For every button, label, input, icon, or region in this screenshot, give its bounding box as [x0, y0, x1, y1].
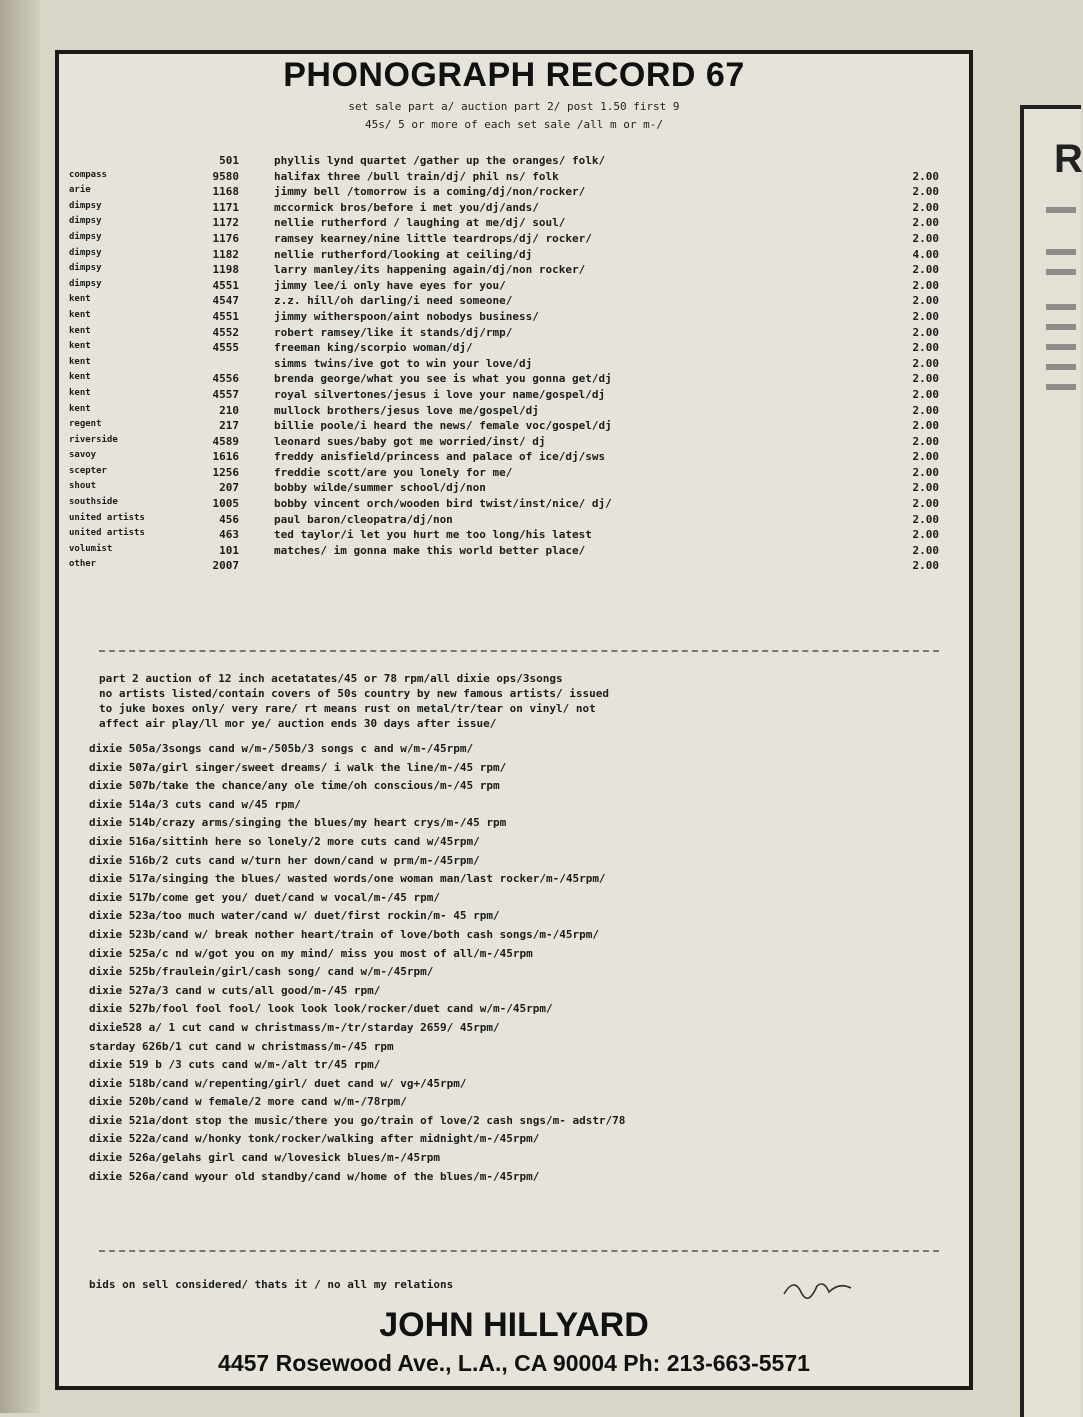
row-description: nellie rutherford / laughing at me/dj/ soul/	[274, 216, 566, 230]
row-number: 4555	[212, 341, 239, 355]
auction-item: dixie528 a/ 1 cut cand w christmass/m-/tr/starday 2659/ 45rpm/	[89, 1020, 500, 1034]
auction-intro-line: affect air play/ll mor ye/ auction ends 30 days after issue/	[99, 717, 497, 730]
listing-row	[69, 232, 959, 248]
adjacent-page-letter: R	[1054, 137, 1083, 181]
row-number: 1176	[212, 231, 239, 245]
row-description: bobby wilde/summer school/dj/non	[274, 481, 486, 495]
row-price: 2.00	[912, 263, 939, 277]
row-number: 4551	[212, 309, 239, 323]
auction-item: dixie 516a/sittinh here so lonely/2 more cuts cand w/45rpm/	[89, 834, 480, 848]
row-price: 2.00	[912, 403, 939, 417]
row-price: 2.00	[912, 419, 939, 433]
section-divider	[99, 1250, 939, 1252]
adjacent-text-stub	[1046, 207, 1076, 213]
row-label: dimpsy	[69, 278, 102, 289]
row-price: 2.00	[912, 372, 939, 386]
row-price: 2.00	[912, 200, 939, 214]
adjacent-text-stub	[1046, 269, 1076, 275]
auction-intro-line: part 2 auction of 12 inch acetatates/45 or 78 rpm/all dixie ops/3songs	[99, 672, 563, 685]
row-price: 2.00	[912, 559, 939, 573]
row-description: z.z. hill/oh darling/i need someone/	[274, 294, 513, 308]
listing-row	[69, 185, 959, 201]
auction-item: dixie 526a/cand wyour old standby/cand w/home of the blues/m-/45rpm/	[89, 1169, 540, 1183]
row-price: 2.00	[912, 543, 939, 557]
row-number: 4589	[212, 434, 239, 448]
row-price: 2.00	[912, 387, 939, 401]
listing-row	[69, 216, 959, 232]
row-number: 210	[219, 403, 239, 417]
row-price: 2.00	[912, 512, 939, 526]
row-description: jimmy witherspoon/aint nobodys business/	[274, 309, 539, 323]
row-description: paul baron/cleopatra/dj/non	[274, 512, 453, 526]
row-price: 2.00	[912, 434, 939, 448]
seller-address: 4457 Rosewood Ave., L.A., CA 90004 Ph: 213-663-5571	[218, 1350, 810, 1376]
row-label: riverside	[69, 434, 118, 445]
set-sale-listing	[69, 154, 959, 575]
row-description: leonard sues/baby got me worried/inst/ dj	[274, 434, 546, 448]
adjacent-text-stub	[1046, 304, 1076, 310]
row-description: halifax three /bull train/dj/ phil ns/ folk	[274, 169, 559, 183]
row-description: ted taylor/i let you hurt me too long/his latest	[274, 528, 592, 542]
auction-item: dixie 520b/cand w female/2 more cand w/m-/78rpm/	[89, 1095, 407, 1109]
row-description: billie poole/i heard the news/ female voc/gospel/dj	[274, 419, 612, 433]
listing-row	[69, 388, 959, 404]
row-number: 217	[219, 419, 239, 433]
row-description: ramsey kearney/nine little teardrops/dj/ rocker/	[274, 231, 592, 245]
row-label: arie	[69, 185, 91, 196]
listing-row	[69, 466, 959, 482]
row-label: dimpsy	[69, 263, 102, 274]
auction-item: dixie 522a/cand w/honky tonk/rocker/walking after midnight/m-/45rpm/	[89, 1132, 540, 1146]
auction-item: dixie 527b/fool fool fool/ look look look/rocker/duet cand w/m-/45rpm/	[89, 1002, 553, 1016]
row-price: 2.00	[912, 231, 939, 245]
handwritten-signature	[779, 1272, 859, 1302]
auction-item: dixie 525a/c nd w/got you on my mind/ miss you most of all/m-/45rpm	[89, 946, 533, 960]
listing-row	[69, 481, 959, 497]
row-price: 2.00	[912, 341, 939, 355]
row-number: 4547	[212, 294, 239, 308]
listing-row	[69, 201, 959, 217]
row-label: kent	[69, 356, 91, 367]
row-number: 1182	[212, 247, 239, 261]
row-label: kent	[69, 309, 91, 320]
row-description: larry manley/its happening again/dj/non rocker/	[274, 263, 586, 277]
listing-row	[69, 310, 959, 326]
row-label: kent	[69, 294, 91, 305]
row-label: kent	[69, 325, 91, 336]
listing-row	[69, 154, 959, 170]
row-label: volumist	[69, 543, 113, 554]
row-description: phyllis lynd quartet /gather up the oranges/ folk/	[274, 154, 606, 167]
adjacent-text-stub	[1046, 324, 1076, 330]
bids-note: bids on sell considered/ thats it / no all my relations	[89, 1278, 454, 1291]
auction-item: dixie 527a/3 cand w cuts/all good/m-/45 rpm/	[89, 983, 381, 997]
row-price: 2.00	[912, 309, 939, 323]
row-description: jimmy lee/i only have eyes for you/	[274, 278, 506, 292]
row-price: 2.00	[912, 278, 939, 292]
row-label: dimpsy	[69, 216, 102, 227]
row-description: robert ramsey/like it stands/dj/rmp/	[274, 325, 513, 339]
auction-item: dixie 521a/dont stop the music/there you go/train of love/2 cash sngs/m- adstr/78	[89, 1113, 626, 1127]
row-description: mccormick bros/before i met you/dj/ands/	[274, 200, 539, 214]
advertisement-box	[55, 50, 973, 1390]
auction-item: dixie 523b/cand w/ break nother heart/train of love/both cash songs/m-/45rpm/	[89, 927, 599, 941]
auction-item: dixie 507b/take the chance/any ole time/oh conscious/m-/45 rpm	[89, 779, 500, 793]
listing-row	[69, 544, 959, 560]
row-description: matches/ im gonna make this world better place/	[274, 543, 586, 557]
row-price: 2.00	[912, 450, 939, 464]
adjacent-text-stub	[1046, 364, 1076, 370]
row-number: 456	[219, 512, 239, 526]
row-number: 1198	[212, 263, 239, 277]
row-label: dimpsy	[69, 231, 102, 242]
row-number: 1616	[212, 450, 239, 464]
row-number: 101	[219, 543, 239, 557]
row-description: freddy anisfield/princess and palace of ice/dj/sws	[274, 450, 606, 464]
row-number: 4552	[212, 325, 239, 339]
row-label: kent	[69, 341, 91, 352]
auction-item: dixie 514a/3 cuts cand w/45 rpm/	[89, 797, 301, 811]
auction-item: dixie 507a/girl singer/sweet dreams/ i walk the line/m-/45 rpm/	[89, 760, 507, 774]
row-price: 2.00	[912, 465, 939, 479]
row-number: 1168	[212, 185, 239, 199]
row-description: jimmy bell /tomorrow is a coming/dj/non/rocker/	[274, 185, 586, 199]
row-number: 463	[219, 528, 239, 542]
row-label: compass	[69, 169, 107, 180]
auction-item: starday 626b/1 cut cand w christmass/m-/45 rpm	[89, 1039, 394, 1053]
adjacent-text-stub	[1046, 384, 1076, 390]
auction-item: dixie 517a/singing the blues/ wasted words/one woman man/last rocker/m-/45rpm/	[89, 872, 606, 886]
row-number: 1005	[212, 497, 239, 511]
row-label: united artists	[69, 512, 145, 523]
row-label: scepter	[69, 465, 107, 476]
row-number: 1256	[212, 465, 239, 479]
row-description: simms twins/ive got to win your love/dj	[274, 356, 533, 370]
auction-item: dixie 525b/fraulein/girl/cash song/ cand w/m-/45rpm/	[89, 965, 434, 979]
listing-row	[69, 279, 959, 295]
listing-row	[69, 528, 959, 544]
listing-row	[69, 497, 959, 513]
auction-intro-line: to juke boxes only/ very rare/ rt means rust on metal/tr/tear on vinyl/ not	[99, 702, 596, 715]
row-number: 207	[219, 481, 239, 495]
row-price: 2.00	[912, 481, 939, 495]
auction-item: dixie 514b/crazy arms/singing the blues/my heart crys/m-/45 rpm	[89, 816, 507, 830]
row-price: 2.00	[912, 216, 939, 230]
listing-row	[69, 357, 959, 373]
listing-row	[69, 341, 959, 357]
listing-row	[69, 248, 959, 264]
row-price: 2.00	[912, 325, 939, 339]
listing-row	[69, 372, 959, 388]
row-description: nellie rutherford/looking at ceiling/dj	[274, 247, 533, 261]
row-price: 2.00	[912, 294, 939, 308]
row-label: regent	[69, 419, 102, 430]
row-label: kent	[69, 403, 91, 414]
row-number: 1171	[212, 200, 239, 214]
listing-row	[69, 450, 959, 466]
auction-item: dixie 516b/2 cuts cand w/turn her down/cand w prm/m-/45rpm/	[89, 853, 480, 867]
ad-title: PHONOGRAPH RECORD 67	[283, 56, 745, 94]
row-label: other	[69, 559, 97, 570]
row-description: mullock brothers/jesus love me/gospel/dj	[274, 403, 539, 417]
auction-item: dixie 526a/gelahs girl cand w/lovesick blues/m-/45rpm	[89, 1151, 440, 1165]
row-label: dimpsy	[69, 200, 102, 211]
row-price: 2.00	[912, 497, 939, 511]
row-price: 4.00	[912, 247, 939, 261]
row-label: shout	[69, 481, 97, 492]
row-price: 2.00	[912, 356, 939, 370]
listing-row	[69, 294, 959, 310]
listing-row	[69, 559, 959, 575]
row-description: brenda george/what you see is what you gonna get/dj	[274, 372, 612, 386]
row-number: 4551	[212, 278, 239, 292]
row-number: 2007	[212, 559, 239, 573]
row-description: bobby vincent orch/wooden bird twist/inst/nice/ dj/	[274, 497, 612, 511]
ad-subtitle-2: 45s/ 5 or more of each set sale /all m or m-/	[364, 118, 663, 131]
auction-item: dixie 519 b /3 cuts cand w/m-/alt tr/45 rpm/	[89, 1058, 381, 1072]
row-label: kent	[69, 387, 91, 398]
listing-row	[69, 170, 959, 186]
row-number: 4556	[212, 372, 239, 386]
row-price: 2.00	[912, 169, 939, 183]
listing-row	[69, 404, 959, 420]
listing-row	[69, 435, 959, 451]
row-number: 1172	[212, 216, 239, 230]
adjacent-text-stub	[1046, 249, 1076, 255]
row-number: 501	[219, 154, 239, 167]
row-description: freeman king/scorpio woman/dj/	[274, 341, 473, 355]
row-label: savoy	[69, 450, 97, 461]
row-label: southside	[69, 497, 118, 508]
row-description: freddie scott/are you lonely for me/	[274, 465, 513, 479]
ad-subtitle-1: set sale part a/ auction part 2/ post 1.50 first 9	[348, 100, 680, 113]
row-label: dimpsy	[69, 247, 102, 258]
row-number: 4557	[212, 387, 239, 401]
listing-row	[69, 513, 959, 529]
adjacent-page	[1020, 105, 1081, 1417]
auction-item: dixie 518b/cand w/repenting/girl/ duet cand w/ vg+/45rpm/	[89, 1076, 467, 1090]
listing-row	[69, 326, 959, 342]
row-price: 2.00	[912, 528, 939, 542]
auction-item: dixie 517b/come get you/ duet/cand w vocal/m-/45 rpm/	[89, 890, 440, 904]
listing-row	[69, 263, 959, 279]
row-description: royal silvertones/jesus i love your name/gospel/dj	[274, 387, 606, 401]
section-divider	[99, 650, 939, 652]
row-label: kent	[69, 372, 91, 383]
auction-intro-line: no artists listed/contain covers of 50s country by new famous artists/ issued	[99, 687, 609, 700]
adjacent-text-stub	[1046, 344, 1076, 350]
auction-intro	[99, 672, 939, 732]
seller-name: JOHN HILLYARD	[379, 1306, 649, 1344]
book-gutter	[0, 0, 40, 1413]
listing-row	[69, 419, 959, 435]
row-number: 9580	[212, 169, 239, 183]
auction-item: dixie 505a/3songs cand w/m-/505b/3 songs c and w/m-/45rpm/	[89, 742, 474, 755]
auction-item: dixie 523a/too much water/cand w/ duet/first rockin/m- 45 rpm/	[89, 909, 500, 923]
auction-items	[89, 742, 949, 1188]
row-label: united artists	[69, 528, 145, 539]
row-price: 2.00	[912, 185, 939, 199]
